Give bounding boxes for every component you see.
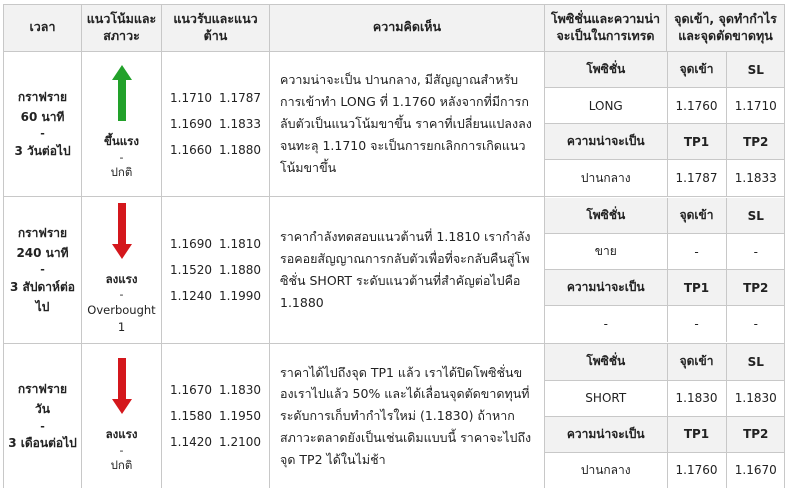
support-level: 1.1690 bbox=[170, 236, 212, 251]
trend-label-primary: ขึ้นแรง bbox=[104, 134, 139, 149]
resistance-level: 1.1880 bbox=[219, 262, 261, 277]
table-header bbox=[4, 5, 785, 52]
down-arrow-icon bbox=[84, 358, 159, 420]
sl-label: SL bbox=[726, 344, 785, 380]
entry-label: จุดเข้า bbox=[667, 52, 726, 88]
position-table-row bbox=[545, 234, 785, 270]
row-position-panel bbox=[545, 196, 785, 343]
support-level: 1.1420 bbox=[170, 435, 212, 450]
tp2-value: - bbox=[726, 306, 785, 342]
support-level: 1.1520 bbox=[170, 262, 212, 277]
tp1-label: TP1 bbox=[667, 124, 726, 160]
sl-value: 1.1830 bbox=[726, 380, 785, 416]
row-comment: ราคาได้ไปถึงจุด TP1 แล้ว เราได้ปิดโพซิชั่นของเราไปแล้ว 50% และได้เลื่อนจุดตัดขาดทุนที่ระดับการเก็บทำกำไรใหม่ (1.1830) ถ้าหากสภาวะตลาดยังเป็นเช่นเดิมแบบนี้ ราคาจะไปถึงจุด TP2 ได้ในไม่ช้า bbox=[270, 344, 545, 488]
probability-label: ความน่าจะเป็น bbox=[545, 270, 667, 306]
resistance-level: 1.2100 bbox=[219, 435, 261, 450]
timeframe-horizon: 3 สัปดาห์ต่อไป bbox=[10, 279, 75, 314]
resistance-level: 1.1950 bbox=[219, 409, 261, 424]
row-comment: ราคากำลังทดสอบแนวต้านที่ 1.1810 เรากำลังรอคอยสัญญาณการกลับตัวเพื่อที่จะกลับคืนสู่โพซิชั่น SHORT ระดับแนวต้านที่สำคัญต่อไปคือ 1.1880 bbox=[270, 196, 545, 343]
tp1-value: 1.1787 bbox=[667, 160, 726, 196]
level-pair bbox=[168, 137, 263, 163]
header-entry-tp-sl: จุดเข้า, จุดทำกำไรและจุดตัดขาดทุน bbox=[667, 5, 785, 52]
timeframe-line2: 60 นาที bbox=[20, 109, 65, 124]
trend-label-primary: ลงแรง bbox=[105, 271, 138, 286]
sl-label: SL bbox=[726, 198, 785, 234]
tp1-value: 1.1760 bbox=[667, 452, 726, 488]
table-row bbox=[4, 344, 785, 488]
timeframe-line1: กราฟราย bbox=[17, 382, 68, 396]
table-body bbox=[4, 51, 785, 488]
position-table-row bbox=[545, 452, 785, 488]
tp2-value: 1.1670 bbox=[726, 452, 785, 488]
timeframe-line1: กราฟราย bbox=[17, 225, 68, 240]
tp1-label: TP1 bbox=[667, 270, 726, 306]
up-arrow-icon bbox=[84, 65, 159, 127]
timeframe-separator: - bbox=[40, 127, 45, 141]
trend-label-state: ปกติ bbox=[110, 457, 133, 472]
table-row bbox=[4, 51, 785, 196]
entry-label: จุดเข้า bbox=[667, 198, 726, 234]
support-level: 1.1690 bbox=[170, 116, 212, 131]
support-level: 1.1660 bbox=[170, 142, 212, 157]
header-trend: แนวโน้มและสภาวะ bbox=[82, 5, 162, 52]
level-pair bbox=[168, 257, 263, 283]
header-support-resistance: แนวรับและแนวต้าน bbox=[162, 5, 270, 52]
header-time: เวลา bbox=[4, 5, 82, 52]
position-table-row bbox=[545, 124, 785, 160]
position-label: โพซิชั่น bbox=[545, 198, 667, 234]
header-comment: ความคิดเห็น bbox=[270, 5, 545, 52]
position-table bbox=[545, 52, 785, 196]
row-support-resistance bbox=[162, 344, 270, 488]
support-level: 1.1710 bbox=[170, 90, 212, 105]
probability-value: ปานกลาง bbox=[545, 452, 667, 488]
position-table-row bbox=[545, 160, 785, 196]
level-pair bbox=[168, 111, 263, 137]
row-trend bbox=[82, 344, 162, 488]
position-label: โพซิชั่น bbox=[545, 52, 667, 88]
timeframe-line2: 240 นาที bbox=[16, 245, 69, 260]
trend-separator: - bbox=[119, 288, 124, 302]
probability-value: ปานกลาง bbox=[545, 160, 667, 196]
down-arrow-icon bbox=[84, 203, 159, 265]
row-trend bbox=[82, 51, 162, 196]
position-table bbox=[545, 198, 785, 342]
position-table bbox=[545, 344, 785, 488]
timeframe-line2: วัน bbox=[35, 402, 50, 417]
row-timeframe bbox=[4, 196, 82, 343]
tp1-label: TP1 bbox=[667, 416, 726, 452]
trend-separator: - bbox=[119, 151, 124, 165]
header-row bbox=[4, 5, 785, 52]
row-comment: ความน่าจะเป็น ปานกลาง, มีสัญญาณสำหรับการเข้าทำ LONG ที่ 1.1760 หลังจากที่มีการกลับตัวเป็นแนวโน้มขาขึ้น ราคาที่เปลี่ยนแปลงลงจนทะลุ 1.1710 จะเป็นการยกเลิกการเกิดแนวโน้มขาขึ้น bbox=[270, 51, 545, 196]
position-table-row bbox=[545, 88, 785, 124]
position-table-row bbox=[545, 52, 785, 88]
sl-value: 1.1710 bbox=[726, 88, 785, 124]
probability-value: - bbox=[545, 306, 667, 342]
row-position-panel bbox=[545, 51, 785, 196]
timeframe-line1: กราฟราย bbox=[17, 89, 68, 104]
tp2-value: 1.1833 bbox=[726, 160, 785, 196]
timeframe-horizon: 3 วันต่อไป bbox=[14, 143, 71, 158]
support-level: 1.1240 bbox=[170, 288, 212, 303]
position-value: SHORT bbox=[545, 380, 667, 416]
row-trend bbox=[82, 196, 162, 343]
row-support-resistance bbox=[162, 51, 270, 196]
trend-label-primary: ลงแรง bbox=[105, 426, 138, 441]
probability-label: ความน่าจะเป็น bbox=[545, 124, 667, 160]
level-pair bbox=[168, 85, 263, 111]
tp2-label: TP2 bbox=[726, 270, 785, 306]
table-row bbox=[4, 196, 785, 343]
trend-separator: - bbox=[119, 443, 124, 457]
sl-label: SL bbox=[726, 52, 785, 88]
row-timeframe bbox=[4, 51, 82, 196]
tp2-label: TP2 bbox=[726, 416, 785, 452]
market-analysis-table bbox=[3, 4, 785, 488]
position-label: โพซิชั่น bbox=[545, 344, 667, 380]
trend-label-state: ปกติ bbox=[110, 165, 133, 180]
level-pair bbox=[168, 429, 263, 455]
level-pair bbox=[168, 403, 263, 429]
entry-value: - bbox=[667, 234, 726, 270]
position-table-row bbox=[545, 306, 785, 342]
resistance-level: 1.1830 bbox=[219, 383, 261, 398]
timeframe-separator: - bbox=[40, 419, 45, 433]
tp2-label: TP2 bbox=[726, 124, 785, 160]
header-position-probability: โพซิชั่นและความน่าจะเป็นในการเทรด bbox=[545, 5, 667, 52]
position-table-row bbox=[545, 198, 785, 234]
probability-label: ความน่าจะเป็น bbox=[545, 416, 667, 452]
position-table-row bbox=[545, 416, 785, 452]
resistance-level: 1.1990 bbox=[219, 288, 261, 303]
entry-value: 1.1830 bbox=[667, 380, 726, 416]
resistance-level: 1.1810 bbox=[219, 236, 261, 251]
row-timeframe bbox=[4, 344, 82, 488]
level-pair bbox=[168, 377, 263, 403]
position-table-row bbox=[545, 270, 785, 306]
level-pair bbox=[168, 231, 263, 257]
position-table-row bbox=[545, 380, 785, 416]
timeframe-separator: - bbox=[40, 263, 45, 277]
row-position-panel bbox=[545, 344, 785, 488]
position-value: ขาย bbox=[545, 234, 667, 270]
tp1-value: - bbox=[667, 306, 726, 342]
row-support-resistance bbox=[162, 196, 270, 343]
position-value: LONG bbox=[545, 88, 667, 124]
resistance-level: 1.1833 bbox=[219, 116, 261, 131]
timeframe-horizon: 3 เดือนต่อไป bbox=[8, 435, 77, 450]
resistance-level: 1.1787 bbox=[219, 90, 261, 105]
entry-value: 1.1760 bbox=[667, 88, 726, 124]
entry-label: จุดเข้า bbox=[667, 344, 726, 380]
resistance-level: 1.1880 bbox=[219, 142, 261, 157]
position-table-row bbox=[545, 344, 785, 380]
support-level: 1.1580 bbox=[170, 409, 212, 424]
level-pair bbox=[168, 283, 263, 309]
support-level: 1.1670 bbox=[170, 383, 212, 398]
trend-label-state: Overbought 1 bbox=[87, 302, 156, 335]
sl-value: - bbox=[726, 234, 785, 270]
